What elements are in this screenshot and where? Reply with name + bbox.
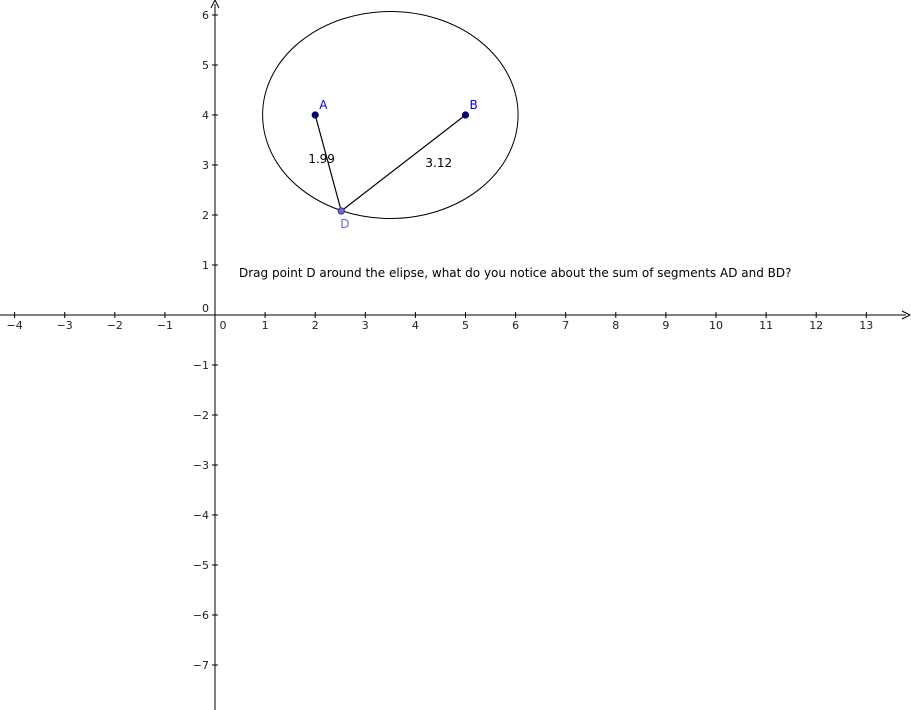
point-d-draggable[interactable]	[338, 208, 344, 214]
x-tick-label: 5	[462, 319, 469, 332]
y-tick-label: −7	[192, 659, 209, 672]
y-axis-ticks	[193, 9, 218, 672]
x-tick-label: −2	[106, 319, 123, 332]
ellipse[interactable]	[263, 12, 519, 219]
y-tick-label: 4	[202, 109, 209, 122]
instruction-text: Drag point D around the elipse, what do you notice about the sum of segments AD and BD?	[239, 266, 792, 280]
point-a[interactable]	[312, 112, 318, 118]
x-tick-label: 11	[759, 319, 774, 332]
y-tick-label: −6	[192, 609, 209, 622]
y-tick-label: −5	[192, 559, 209, 572]
y-tick-label: −3	[192, 459, 209, 472]
x-tick-label: 9	[662, 319, 670, 332]
point-a-label: A	[319, 98, 328, 112]
x-tick-label: −4	[6, 319, 23, 332]
y-tick-label: 2	[202, 209, 209, 222]
x-tick-label: 3	[361, 319, 369, 332]
segment-bd-length: 3.12	[425, 156, 453, 170]
segment-ad-length: 1.99	[308, 152, 335, 166]
x-tick-label: 2	[311, 319, 319, 332]
x-tick-label: 4	[411, 319, 419, 332]
x-tick-label: 1	[261, 319, 269, 332]
y-tick-label: 1	[202, 259, 209, 272]
x-tick-label: −3	[56, 319, 73, 332]
y-tick-label: 5	[202, 59, 209, 72]
y-tick-label: 0	[202, 302, 209, 315]
y-tick-label: 6	[202, 9, 209, 22]
x-tick-label: 10	[709, 319, 723, 332]
x-tick-label: 6	[512, 319, 520, 332]
x-tick-label: 12	[809, 319, 824, 332]
x-tick-label: −1	[156, 319, 174, 332]
point-b-label: B	[469, 98, 478, 112]
y-tick-label: −1	[192, 359, 209, 372]
y-tick-label: −2	[192, 409, 209, 422]
point-d-label: D	[340, 217, 350, 231]
x-tick-label: 7	[562, 319, 570, 332]
point-b[interactable]	[462, 112, 468, 118]
y-tick-label: −4	[192, 509, 209, 522]
y-tick-label: 3	[202, 159, 209, 172]
x-tick-label: 13	[859, 319, 874, 332]
x-tick-label: 0	[219, 319, 227, 332]
x-tick-label: 8	[612, 319, 620, 332]
